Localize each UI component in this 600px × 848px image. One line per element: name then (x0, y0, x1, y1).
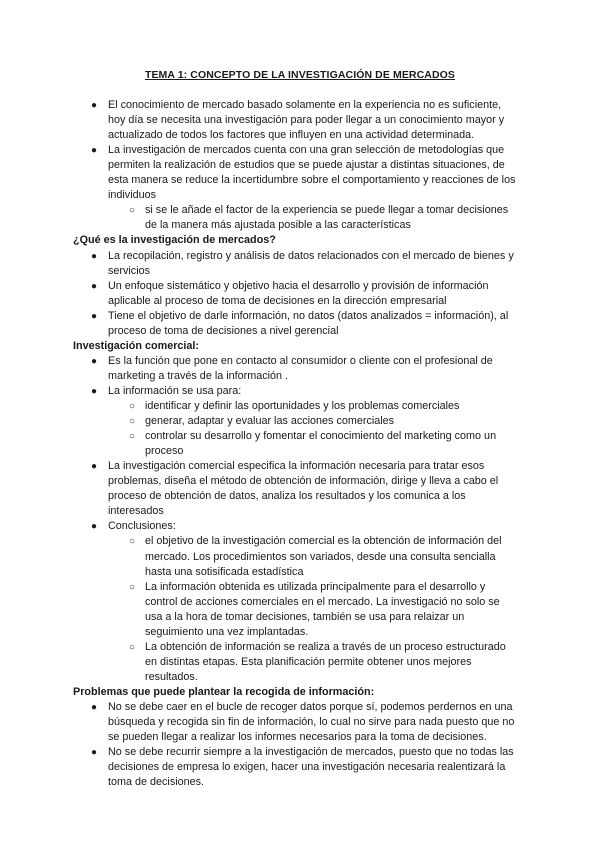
list-item-line: La información se usa para: (108, 384, 242, 397)
bullet-marker: ● (91, 310, 98, 322)
list-item-line: generar, adaptar y evaluar las acciones comerciales (145, 415, 395, 428)
section-heading: Investigación comercial: (73, 339, 200, 352)
list-item-line: Un enfoque sistemático y objetivo hacia el desarrollo y provisión de información (108, 279, 489, 292)
list-item-line: La investigación de mercados cuenta con una gran selección de metodologías que (108, 144, 505, 157)
bullet-marker: ● (91, 702, 98, 713)
sub-bullet-marker: ○ (129, 581, 136, 593)
list-item-line: marketing a través de la información . (108, 369, 289, 382)
list-item-line: hasta una sotisificada estadística (145, 565, 304, 578)
list-item-line: actualizado de todos los factores que influyen en una actividad determinada. (108, 129, 475, 142)
list-item-line: hoy día se necesita una investigación para poder llegar a un conocimiento mayor y (108, 114, 505, 127)
list-item-line: servicios (108, 264, 150, 277)
list-item-line: permiten la realización de estudios que se puede ajustar a distintas situaciones, de (108, 159, 505, 172)
list-item-line: mercado. Los procedimientos son variados, desde una consulta sencialla (145, 550, 496, 563)
list-item-line: El conocimiento de mercado basado solamente en la experiencia no es suficiente, (108, 99, 502, 111)
list-item-line: búsqueda y recogida sin fin de información, lo cual no sirve para nada puesto que no (108, 716, 515, 729)
list-item-line: de la manera más ajustada posible a las características (145, 219, 411, 232)
bullet-marker: ● (91, 145, 98, 157)
list-item-line: si se le añade el factor de la experiencia se puede llegar a tomar decisiones (145, 204, 509, 217)
list-item-line: aplicable al proceso de toma de decisiones en la dirección empresarial (108, 294, 447, 307)
list-item-line: resultados. (145, 670, 198, 683)
list-item-line: problemas, diseña el método de obtención de información, dirige y lleva a cabo el (108, 475, 499, 488)
list-item-line: decisiones de empresa lo exigen, hacer una investigación necesaria realentizará la (108, 761, 506, 774)
list-item-line: toma de decisiones. (108, 776, 205, 789)
list-item-line: Es la función que pone en contacto al consumidor o cliente con el profesional de (108, 354, 493, 367)
list-item-line: Tiene el objetivo de darle información, no datos (datos analizados = información), al (108, 309, 509, 322)
sub-bullet-marker: ○ (129, 536, 136, 548)
list-item-line: seguimiento una vez implantadas. (145, 625, 309, 638)
list-item-line: La obtención de información se realiza a través de un proceso estructurado (145, 640, 506, 653)
bullet-marker: ● (91, 385, 98, 397)
section-heading: ¿Qué es la investigación de mercados? (73, 234, 276, 247)
list-item-line: se pueden llegar a realizar los informes necesarios para la toma de decisiones. (108, 731, 487, 744)
document-title: TEMA 1: CONCEPTO DE LA INVESTIGACIÓN DE MERCADOS (144, 69, 456, 81)
list-item-line: identificar y definir las oportunidades y los problemas comerciales (145, 400, 460, 412)
section-heading: Problemas que puede plantear la recogida de información: (73, 685, 375, 698)
list-item-line: en distintas etapas. Esta planificación permite obtener unos mejores (145, 655, 472, 668)
list-item-line: proceso de toma de decisiones a nivel gerencial (108, 324, 339, 337)
bullet-marker: ● (91, 100, 98, 111)
bullet-marker: ● (91, 461, 98, 473)
list-item-line: La recopilación, registro y análisis de datos relacionados con el mercado de bienes y (108, 249, 514, 262)
sub-bullet-marker: ○ (129, 431, 136, 443)
list-item-line: No se debe caer en el bucle de recoger datos porque sí, podemos perdernos en una (108, 701, 513, 713)
bullet-marker: ● (91, 355, 98, 367)
list-item-line: interesados (108, 505, 164, 518)
sub-bullet-marker: ○ (129, 401, 136, 412)
bullet-marker: ● (91, 280, 98, 292)
list-item-line: individuos (108, 189, 157, 202)
list-item-line: control de acciones comerciales en el mercado. La investigació no solo se (145, 595, 500, 608)
sub-bullet-marker: ○ (129, 205, 136, 217)
bullet-marker: ● (91, 250, 98, 262)
bullet-marker: ● (91, 747, 98, 759)
list-item-line: controlar su desarrollo y fomentar el conocimiento del marketing como un (145, 430, 497, 443)
list-item-line: esta manera se reduce la incertidumbre sobre el comportamiento y reacciones de los (108, 174, 516, 187)
list-item-line: usa a la hora de tomar decisiones, también se usa para relaizar un (145, 610, 465, 623)
bullet-marker: ● (91, 521, 98, 533)
list-item-line: proceso de obtención de datos, analiza los resultados y los comunica a los (108, 490, 466, 503)
list-item-line: proceso (145, 445, 184, 458)
list-item-line: el objetivo de la investigación comercial es la obtención de información del (145, 535, 502, 548)
sub-bullet-marker: ○ (129, 641, 136, 653)
list-item-line: Conclusiones: (108, 520, 176, 533)
list-item-line: La investigación comercial especifica la información necesaria para tratar esos (108, 460, 485, 473)
list-item-line: No se debe recurrir siempre a la investigación de mercados, puesto que no todas las (108, 746, 514, 759)
sub-bullet-marker: ○ (129, 416, 136, 428)
list-item-line: La información obtenida es utilizada principalmente para el desarrollo y (145, 580, 486, 593)
